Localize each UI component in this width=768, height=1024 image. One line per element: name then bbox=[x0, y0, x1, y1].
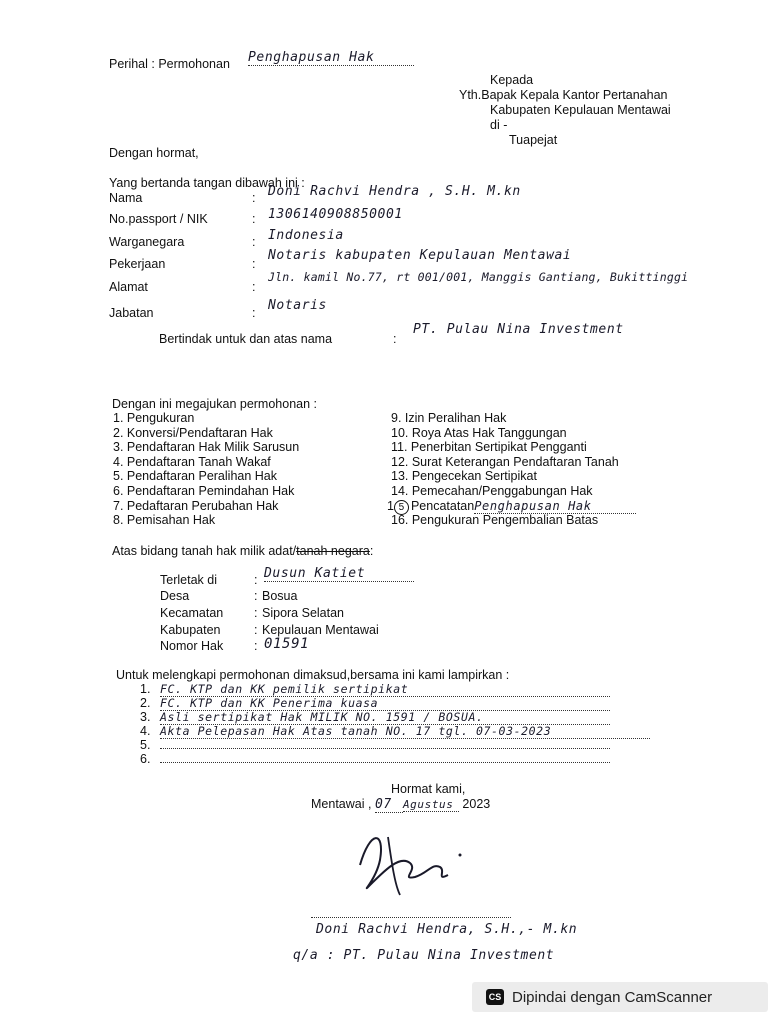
signature bbox=[340, 825, 480, 905]
item15-prefix: 1 bbox=[387, 498, 394, 513]
field-value-pekerjaan: Notaris kabupaten Kepulauan Mentawai bbox=[268, 248, 572, 263]
list-item: 7. Pedaftaran Perubahan Hak bbox=[113, 498, 279, 513]
field-colon: : bbox=[252, 280, 256, 294]
tanah-colon: : bbox=[254, 573, 258, 587]
field-label-jabatan: Jabatan bbox=[109, 306, 154, 320]
tanah-value-kecamatan: Sipora Selatan bbox=[262, 606, 345, 620]
bertindak-label: Bertindak untuk dan atas nama bbox=[159, 332, 333, 346]
bertindak-value: PT. Pulau Nina Investment bbox=[413, 322, 624, 337]
lampiran-intro: Untuk melengkapi permohonan dimaksud,bersama ini kami lampirkan : bbox=[116, 668, 510, 682]
item15-label: Pencatatan bbox=[410, 498, 475, 513]
atas-bidang-text: Atas bidang tanah hak milik adat/ bbox=[112, 544, 297, 558]
lampiran-value: FC. KTP dan KK pemilik sertipikat bbox=[160, 682, 610, 697]
list-item: 3. Pendaftaran Hak Milik Sarusun bbox=[113, 440, 300, 455]
lampiran-num: 1. bbox=[140, 682, 151, 696]
tanah-colon: : bbox=[254, 623, 258, 637]
field-value-alamat: Jln. kamil No.77, rt 001/001, Manggis Gantiang, Bukittinggi bbox=[268, 270, 689, 284]
list-item: 6. Pendaftaran Pemindahan Hak bbox=[113, 483, 295, 498]
field-value-warganegara: Indonesia bbox=[268, 228, 344, 243]
tanah-value-desa: Bosua bbox=[262, 589, 298, 603]
field-colon: : bbox=[252, 212, 256, 226]
field-colon: : bbox=[252, 306, 256, 320]
lampiran-value: Akta Pelepasan Hak Atas tanah NO. 17 tgl. 07-03-2023 bbox=[160, 724, 650, 739]
closing-year: 2023 bbox=[462, 797, 491, 811]
lampiran-num: 4. bbox=[140, 724, 151, 738]
tanah-label-desa: Desa bbox=[160, 589, 190, 603]
field-label-alamat: Alamat bbox=[109, 280, 148, 294]
list-item: 8. Pemisahan Hak bbox=[113, 513, 216, 528]
address-kepada: Kepada bbox=[490, 73, 534, 87]
camscanner-badge bbox=[472, 982, 768, 1012]
list-item: 13. Pengecekan Sertipikat bbox=[391, 469, 537, 484]
greeting: Dengan hormat, bbox=[109, 146, 199, 160]
item15-value: Penghapusan Hak bbox=[474, 499, 636, 515]
closing-day: 07 bbox=[375, 797, 403, 813]
tanah-value-kabupaten: Kepulauan Mentawai bbox=[262, 623, 379, 637]
lampiran-value bbox=[160, 762, 610, 763]
tanah-value-nomor-hak: 01591 bbox=[264, 636, 310, 652]
lampiran-list bbox=[140, 682, 650, 766]
atas-bidang-struck: tanah negara bbox=[296, 544, 370, 558]
closing-hormat: Hormat kami, bbox=[391, 782, 466, 796]
perihal-value: Penghapusan Hak bbox=[248, 50, 414, 66]
signature-line bbox=[311, 917, 511, 918]
list-item: 14. Pemecahan/Penggabungan Hak bbox=[391, 483, 593, 498]
tanah-colon: : bbox=[254, 589, 258, 603]
mengajukan-heading: Dengan ini megajukan permohonan : bbox=[112, 397, 317, 411]
lampiran-num: 5. bbox=[140, 738, 151, 752]
lampiran-num: 6. bbox=[140, 752, 151, 766]
intro-text: Yang bertanda tangan dibawah ini : bbox=[109, 176, 305, 190]
list-item-pencatatan bbox=[387, 498, 636, 514]
atas-bidang bbox=[112, 544, 373, 558]
tanah-value-terletak: Dusun Katiet bbox=[264, 566, 414, 582]
closing-place: Mentawai , bbox=[311, 797, 372, 811]
tanah-colon: : bbox=[254, 606, 258, 620]
signer-on-behalf: q/a : PT. Pulau Nina Investment bbox=[293, 948, 555, 963]
tanah-colon: : bbox=[254, 639, 258, 653]
tanah-label-terletak: Terletak di bbox=[160, 573, 217, 587]
lampiran-num: 2. bbox=[140, 696, 151, 710]
field-colon: : bbox=[252, 191, 256, 205]
field-colon: : bbox=[252, 235, 256, 249]
list-item: 10. Roya Atas Hak Tanggungan bbox=[391, 425, 567, 440]
camscanner-logo-icon: CS bbox=[486, 989, 504, 1005]
field-label-pekerjaan: Pekerjaan bbox=[109, 257, 166, 271]
list-item: 11. Penerbitan Sertipikat Pengganti bbox=[391, 440, 587, 455]
address-line2: Kabupaten Kepulauan Mentawai bbox=[490, 103, 671, 117]
camscanner-text: Dipindai dengan CamScanner bbox=[512, 988, 713, 1006]
tanah-label-kecamatan: Kecamatan bbox=[160, 606, 224, 620]
list-item: 2. Konversi/Pendaftaran Hak bbox=[113, 425, 273, 440]
list-item: 5. Pendaftaran Peralihan Hak bbox=[113, 469, 277, 484]
address-line1: Yth.Bapak Kepala Kantor Pertanahan bbox=[459, 88, 668, 102]
field-value-jabatan: Notaris bbox=[268, 298, 327, 313]
list-item: 4. Pendaftaran Tanah Wakaf bbox=[113, 454, 271, 469]
field-label-warganegara: Warganegara bbox=[109, 235, 185, 249]
list-item: 12. Surat Keterangan Pendaftaran Tanah bbox=[391, 454, 619, 469]
list-item: 9. Izin Peralihan Hak bbox=[391, 411, 507, 425]
field-colon: : bbox=[252, 257, 256, 271]
list-item: 16. Pengukuran Pengembalian Batas bbox=[391, 513, 599, 528]
lampiran-value: FC. KTP dan KK Penerima kuasa bbox=[160, 696, 610, 711]
signer-name: Doni Rachvi Hendra, S.H.,- M.kn bbox=[316, 922, 578, 937]
tanah-label-nomor-hak: Nomor Hak bbox=[160, 639, 224, 653]
tanah-label-kabupaten: Kabupaten bbox=[160, 623, 221, 637]
right-list bbox=[387, 411, 636, 528]
perihal-label: Perihal : Permohonan bbox=[109, 57, 230, 71]
bertindak-colon: : bbox=[393, 332, 397, 346]
address-line4: Tuapejat bbox=[509, 133, 558, 147]
lampiran-value: Asli sertipikat Hak MILIK NO. 1591 / BOSUA. bbox=[160, 710, 610, 725]
atas-bidang-colon: : bbox=[369, 544, 374, 558]
circled-number: 5 bbox=[394, 500, 409, 515]
list-item: 1. Pengukuran bbox=[113, 411, 195, 425]
field-label-nama: Nama bbox=[109, 191, 143, 205]
closing-date bbox=[311, 797, 490, 813]
field-value-nama: Doni Rachvi Hendra , S.H. M.kn bbox=[268, 184, 521, 199]
closing-month: Agustus bbox=[403, 798, 459, 812]
field-label-nik: No.passport / NIK bbox=[109, 212, 208, 226]
lampiran-value bbox=[160, 748, 610, 749]
address-line3: di - bbox=[490, 118, 508, 132]
field-value-nik: 1306140908850001 bbox=[268, 207, 403, 222]
lampiran-num: 3. bbox=[140, 710, 151, 724]
left-list bbox=[113, 411, 299, 528]
